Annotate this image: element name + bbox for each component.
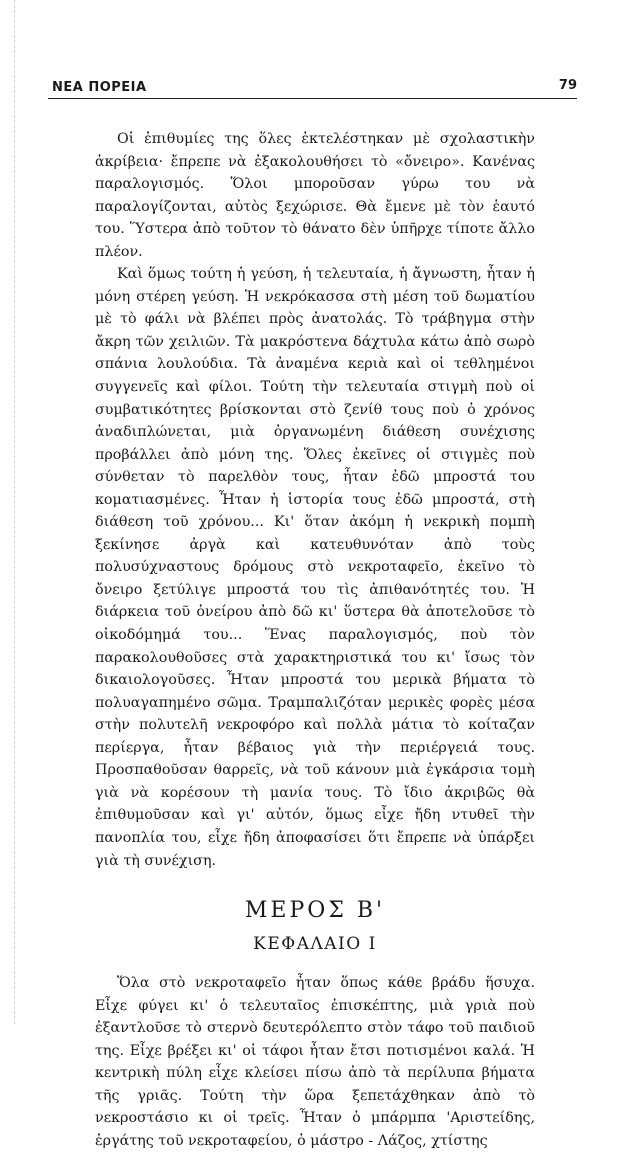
running-title: ΝΕΑ ΠΟΡΕΙΑ <box>52 80 147 95</box>
section-title: ΜΕΡΟΣ Β' <box>244 898 386 924</box>
scan-edge-line <box>14 0 15 1024</box>
page-number: 79 <box>558 78 577 93</box>
paragraph: Καὶ ὅμως τούτη ἡ γεύση, ἡ τελευταία, ἡ ἄγνωστη, ἦταν ἡ μόνη στέρεη γεύση. Ἡ νεκρόκασσα στὴ μέση τοῦ δωματίου μὲ τὸ φάλι νὰ βλέπει πρὸς ἀνατολάς. Τὸ τράβηγμα στὴν ἄκρη τῶν χειλιῶν. Τὰ μακρόστενα δάχτυλα κάτω ἀπὸ σωρὸ σπάνια λουλούδια. Τὰ ἀναμένα κεριὰ καὶ οἱ τεθλημένοι συγγενεῖς καὶ φίλοι. Τούτη τὴν τελευταία στιγμὴ ποὺ οἱ συμβατικότητες βρίσκονται στὸ ζενίθ τους ποὺ ὁ χρόνος ἀναδιπλώνεται, μιὰ ὀργανωμένη διάθεση συνέχισης προβάλλει ἀπὸ μόνη της. Ὅλες ἐκεῖνες οἱ στιγμὲς ποὺ σύνθεταν τὸ παρελθὸν τους, ἦταν ἐδῶ μπροστά του κοματιασμένες. Ἦταν ἡ ἱστορία τους ἐδῶ μπροστά, στὴ διάθεση τοῦ χρόνου... Κι' ὅταν ἀκόμη ἡ νεκρικὴ πομπὴ ξεκίνησε ἀργὰ καὶ κατευθυνόταν ἀπὸ τοὺς πολυσύχναστους δρόμους στὸ νεκροταφεῖο, ἐκεῖνο τὸ ὄνειρο ξετύλιγε μπροστά του τὶς ἀπιθανότητές του. Ἡ διάρκεια τοῦ ὀνείρου ἀπὸ δῶ κι' ὕστερα θὰ ἀποτελοῦσε τὸ οἰκοδόμημά του... Ἕνας παραλογισμός, ποὺ τὸν παρακολουθοῦσες στὰ χαρακτηριστικά του κι' ἴσως τὸν δικαιολογοῦσες. Ἦταν μπροστά του μερικὰ βήματα τὸ πολυαγαπημένο σῶμα. Τραμπαλιζόταν μερικὲς φορὲς μέσα στὴν πολυτελῆ νεκροφόρο καὶ πολλὰ μάτια τὸ κοίταζαν περίεργα, ἦταν βέβαιος γιὰ τὴν περιέργειά τους. Προσπαθοῦσαν θαρρεῖς, νὰ τοῦ κάνουν μιὰ ἐγκάρσια τομὴ γιὰ νὰ κορέσουν τὴ μανία τους. Τὸ ἴδιο ἀκριβῶς θὰ ἐπιθυμοῦσαν καὶ γι' αὐτόν, ὅμως εἶχε ἤδη ντυθεῖ τὴν πανοπλία του, εἶχε ἤδη ἀποφασίσει ὅτι ἔπρεπε νὰ ὑπάρξει γιὰ τὴ συνέχιση. <box>95 266 535 869</box>
page-body <box>95 128 535 1152</box>
page-header <box>48 76 577 99</box>
chapter-title: ΚΕΦΑΛΑΙΟ Ι <box>253 934 377 955</box>
paragraph: Οἱ ἐπιθυμίες της ὅλες ἐκτελέστηκαν μὲ σχολαστικὴν ἀκρίβεια· ἔπρεπε νὰ ἐξακολουθήσει τὸ «ὄνειρο». Κανένας παραλογισμός. Ὅλοι μποροῦσαν γύρω του νὰ παραλογίζονται, αὐτὸς ξεχώρισε. Θὰ ἔμενε μὲ τὸν ἑαυτό του. Ὕστερα ἀπὸ τοῦτον τὸ θάνατο δὲν ὑπῆρχε τίποτε ἄλλο πλέον. <box>95 131 535 260</box>
paragraph: Ὅλα στὸ νεκροταφεῖο ἦταν ὅπως κάθε βράδυ ἥσυχα. Εἶχε φύγει κι' ὁ τελευταῖος ἐπισκέπτης, μιὰ γριὰ ποὺ ἐξαντλοῦσε τὸ στερνὸ δευτερόλεπτο στὸν τάφο τοῦ παιδιοῦ της. Εἶχε βρέξει κι' οἱ τάφοι ἦταν ἔτσι ποτισμένοι καλά. Ἡ κεντρικὴ πύλη εἶχε κλείσει πίσω ἀπὸ τὰ περίλυπα βήματα τῆς γριᾶς. Τούτη τὴν ὥρα ξεπετάχθηκαν ἀπὸ τὸ νεκροστάσιο κι οἱ τρεῖς. Ἦταν ὁ μπάρμπα 'Αριστείδης, ἐργάτης τοῦ νεκροταφείου, ὁ μάστρο - Λάζος, χτίστης <box>95 975 535 1149</box>
